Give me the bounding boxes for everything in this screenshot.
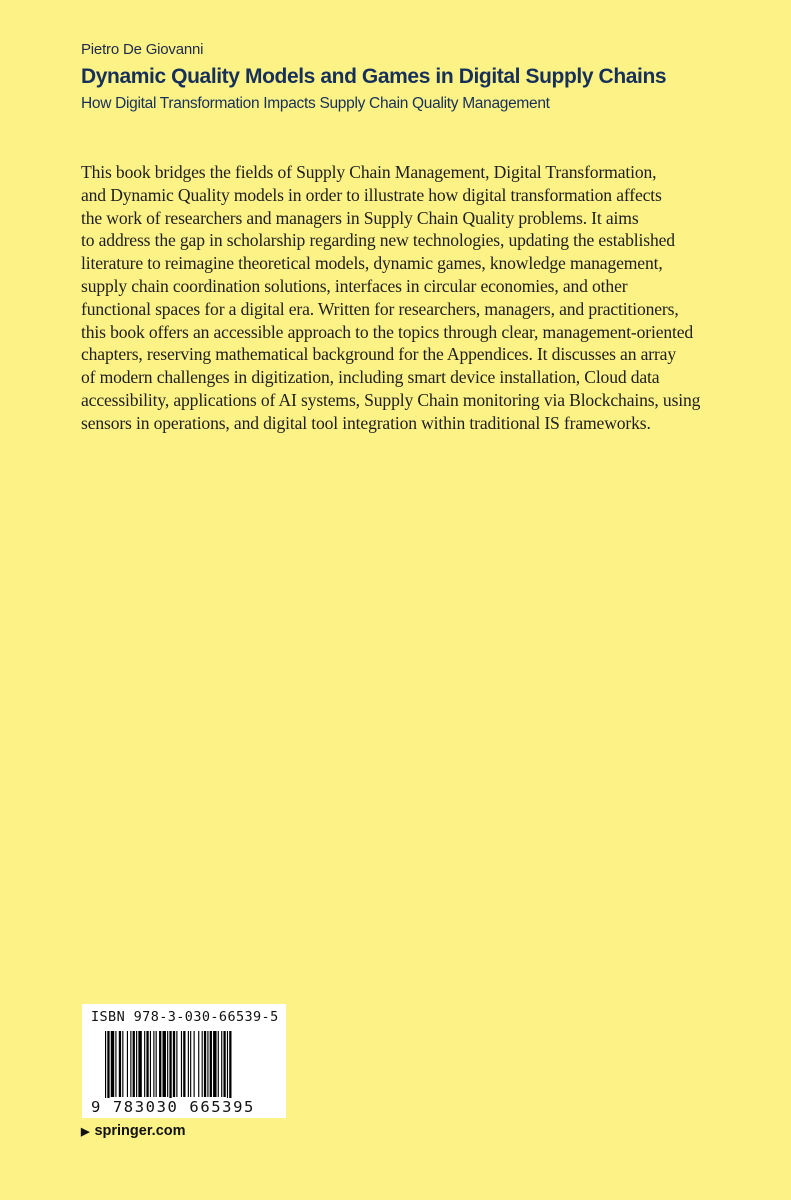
isbn-label: ISBN 978-3-030-66539-5 [91, 1009, 279, 1025]
description-line: literature to reimagine theoretical models, dynamic games, knowledge management, [81, 253, 663, 274]
description-line: sensors in operations, and digital tool integration within traditional IS frameworks. [81, 412, 651, 433]
description-line: supply chain coordination solutions, interfaces in circular economies, and other [81, 275, 628, 296]
description-line: and Dynamic Quality models in order to illustrate how digital transformation affects [81, 184, 662, 205]
author-name: Pietro De Giovanni [81, 41, 204, 58]
barcode-digits: 9 783030 665395 [91, 1098, 255, 1116]
arrow-right-icon: ▶ [81, 1125, 90, 1138]
book-title: Dynamic Quality Models and Games in Digital Supply Chains [81, 65, 667, 88]
description-line: chapters, reserving mathematical background for the Appendices. It discusses an array [81, 344, 676, 365]
description-line: of modern challenges in digitization, including smart device installation, Cloud data [81, 367, 660, 388]
description-line: to address the gap in scholarship regarding new technologies, updating the established [81, 230, 675, 251]
description-line: functional spaces for a digital era. Written for researchers, managers, and practitioners, [81, 298, 679, 319]
description-line: accessibility, applications of AI systems, Supply Chain monitoring via Blockchains, using [81, 389, 701, 410]
website-link[interactable]: springer.com [94, 1123, 186, 1139]
cover-header [81, 40, 741, 115]
description-line: This book bridges the fields of Supply Chain Management, Digital Transformation, [81, 162, 657, 182]
publisher-website[interactable] [81, 1123, 186, 1139]
isbn-barcode-box [82, 1004, 286, 1118]
book-description [81, 161, 721, 435]
description-line: this book offers an accessible approach to the topics through clear, management-oriented [81, 321, 694, 342]
barcode-icon [104, 1031, 276, 1105]
description-line: the work of researchers and managers in Supply Chain Quality problems. It aims [81, 207, 639, 228]
book-subtitle: How Digital Transformation Impacts Supply Chain Quality Management [81, 95, 550, 112]
